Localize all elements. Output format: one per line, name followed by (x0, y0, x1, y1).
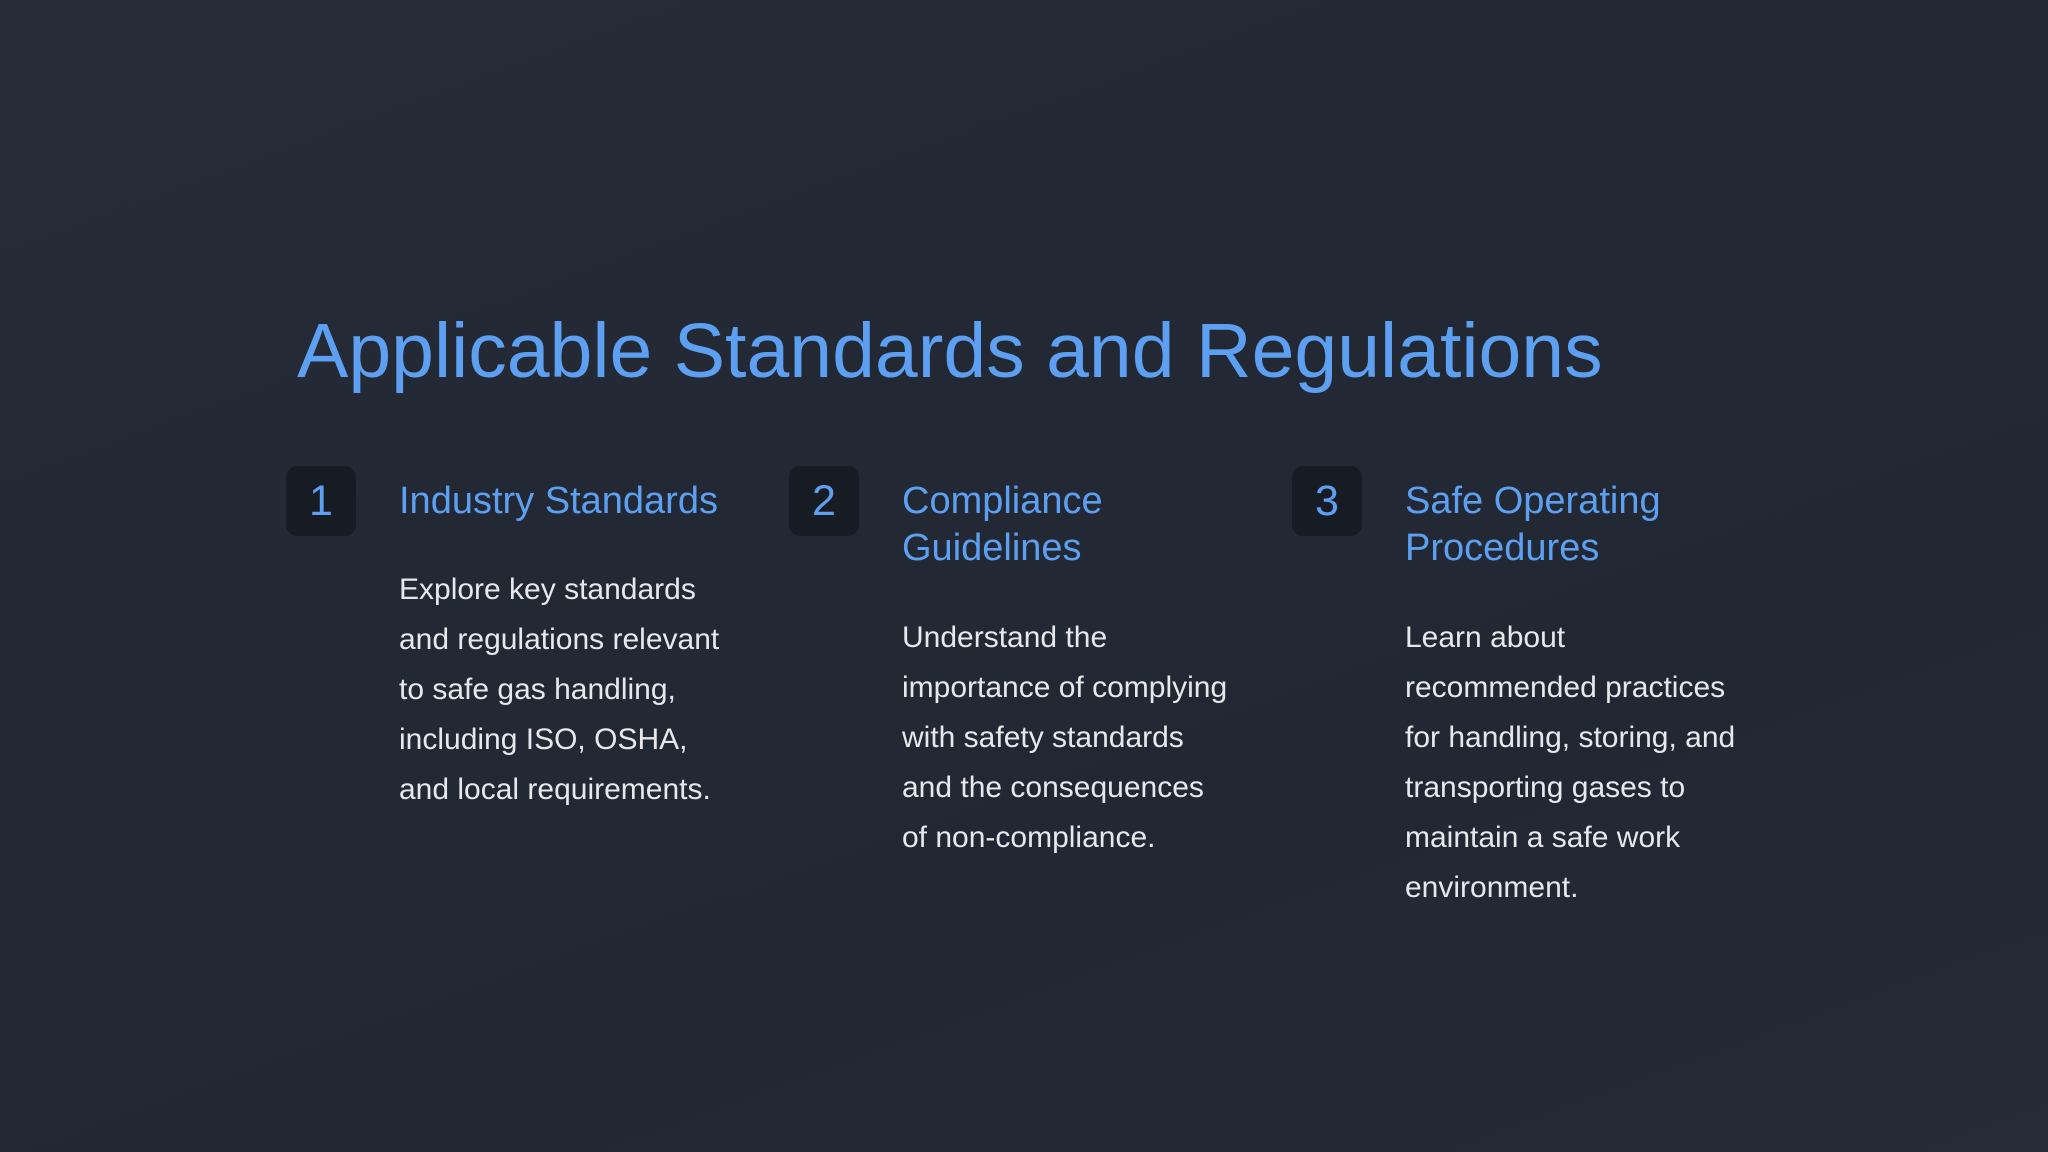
description-line: Learn about (1405, 621, 1566, 654)
card-description (902, 613, 1262, 863)
description-line: for handling, storing, and (1405, 721, 1736, 754)
description-line: Understand the (902, 621, 1108, 654)
card-description (1405, 613, 1765, 913)
description-line: and local requirements. (399, 773, 711, 806)
standard-card-procedures (1292, 466, 1762, 926)
card-heading-line: Compliance (902, 480, 1103, 522)
description-line: including ISO, OSHA, (399, 723, 688, 756)
description-line: transporting gases to (1405, 771, 1686, 804)
description-line: maintain a safe work (1405, 821, 1681, 854)
card-heading (399, 478, 759, 525)
card-heading (1405, 478, 1765, 572)
card-heading-text: Industry Standards (399, 480, 718, 522)
card-heading (902, 478, 1262, 572)
description-line: and the consequences (902, 771, 1204, 804)
description-line: of non-compliance. (902, 821, 1156, 854)
description-line: with safety standards (902, 721, 1184, 754)
description-line: environment. (1405, 871, 1579, 904)
card-heading-line: Guidelines (902, 527, 1082, 569)
number-badge: 1 (286, 466, 356, 536)
description-line: recommended practices (1405, 671, 1726, 704)
card-heading-line: Safe Operating (1405, 480, 1661, 522)
description-line: to safe gas handling, (399, 673, 676, 706)
description-line: and regulations relevant (399, 623, 720, 656)
card-heading-line: Procedures (1405, 527, 1600, 569)
standard-card-compliance (789, 466, 1259, 926)
card-description (399, 565, 759, 815)
number-badge: 2 (789, 466, 859, 536)
standard-card-industry (286, 466, 756, 926)
number-badge: 3 (1292, 466, 1362, 536)
slide-title: Applicable Standards and Regulations (297, 308, 1603, 394)
description-line: importance of complying (902, 671, 1228, 704)
description-line: Explore key standards (399, 573, 696, 606)
